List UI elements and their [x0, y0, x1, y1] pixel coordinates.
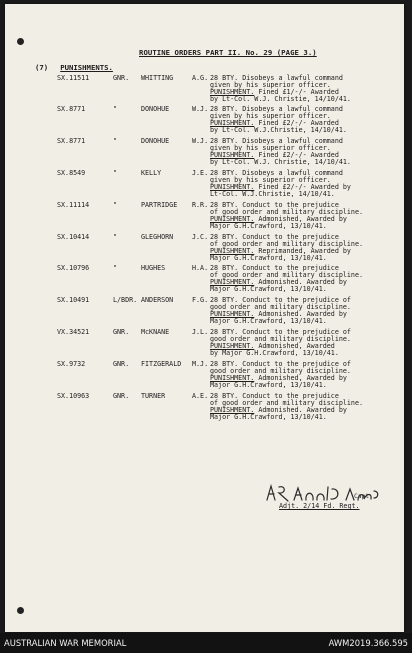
punch-hole: [17, 38, 24, 45]
offence-line: 28 BTY. Conduct to the prejudice: [210, 233, 339, 241]
surname: WHITTING: [141, 74, 174, 82]
punishment-keyword: PUNISHMENT.: [210, 309, 255, 318]
service-number: SX.10491: [57, 296, 90, 304]
rank: GNR.: [113, 392, 130, 400]
rank: L/BDR.: [113, 296, 138, 304]
offence-line: of good order and military discipline.: [210, 398, 363, 407]
footer-bar: [0, 633, 412, 653]
surname: McKNANE: [141, 328, 170, 336]
surname: ANDERSON: [141, 296, 174, 304]
offence-line: 28 BTY. Conduct to the prejudice of: [210, 296, 351, 304]
offence-text: [210, 297, 398, 325]
rank: ": [113, 233, 118, 241]
offence-text: [210, 361, 398, 389]
offence-line: 28 BTY. Conduct to the prejudice: [210, 264, 339, 272]
service-number: SX.10963: [57, 392, 90, 400]
punishment-keyword: PUNISHMENT.: [210, 214, 255, 223]
offence-text: [210, 202, 398, 230]
rank: ": [113, 137, 118, 145]
initials: W.J.: [192, 105, 209, 113]
offence-line: by Major G.H.Crawford, 13/10/41.: [210, 348, 339, 357]
offence-line: by Lt-Col. W.J.Christie, 14/10/41.: [210, 125, 347, 134]
offence-line: Lt-Col. W.J.Christie, 14/10/41.: [210, 189, 335, 198]
offence-text: [210, 393, 398, 421]
offence-line: 28 BTY. Conduct to the prejudice of: [210, 360, 351, 368]
offence-line: of good order and military discipline.: [210, 207, 363, 216]
offence-line: of good order and military discipline.: [210, 270, 363, 279]
rank: ": [113, 105, 118, 113]
offence-line: given by his superior officer.: [210, 80, 331, 89]
offence-line: PUNISHMENT. Fined £2/-/- Awarded by: [210, 182, 351, 191]
punishment-keyword: PUNISHMENT.: [210, 87, 255, 96]
offence-line: good order and military discipline.: [210, 334, 351, 343]
offence-line: PUNISHMENT. Admonished. Awarded by: [210, 277, 347, 286]
offence-line: 28 BTY. Conduct to the prejudice: [210, 201, 339, 209]
surname: DONOHUE: [141, 137, 170, 145]
offence-line: PUNISHMENT. Admonished, Awarded by: [210, 373, 347, 382]
offence-line: PUNISHMENT. Reprimanded, Awarded by: [210, 246, 351, 255]
service-number: SX.9732: [57, 360, 86, 368]
initials: A.G.: [192, 74, 209, 82]
punishment-keyword: PUNISHMENT.: [210, 150, 255, 159]
offence-line: 28 BTY. Conduct to the prejudice of: [210, 328, 351, 336]
punishment-keyword: PUNISHMENT.: [210, 246, 255, 255]
signature-rank: Capt.: [354, 493, 373, 500]
offence-line: PUNISHMENT. Admonished, Awarded by: [210, 214, 347, 223]
offence-line: Major G.H.Crawford, 13/10/41.: [210, 412, 327, 421]
surname: FITZGERALD: [141, 360, 182, 368]
initials: A.E.: [192, 392, 209, 400]
offence-text: [210, 265, 398, 293]
punishment-keyword: PUNISHMENT.: [210, 118, 255, 127]
surname: DONOHUE: [141, 105, 170, 113]
offence-line: Major G.H.Crawford, 13/10/41.: [210, 284, 327, 293]
offence-line: good order and military discipline.: [210, 302, 351, 311]
offence-line: by Lt-Col. W.J. Christie, 14/10/41.: [210, 157, 351, 166]
service-number: SX.8771: [57, 137, 86, 145]
surname: HUGHES: [141, 264, 166, 272]
rank: GNR.: [113, 360, 130, 368]
rank: ": [113, 264, 118, 272]
initials: W.J.: [192, 137, 209, 145]
offence-line: Major G.H.Crawford, 13/10/41.: [210, 380, 327, 389]
offence-line: given by his superior officer.: [210, 175, 331, 184]
footer-accession-number: AWM2019.366.595: [328, 638, 408, 648]
offence-text: [210, 75, 398, 103]
document-page: [5, 4, 404, 632]
initials: M.J.: [192, 360, 209, 368]
offence-text: [210, 106, 398, 134]
service-number: VX.34521: [57, 328, 90, 336]
offence-line: Major G.H.Crawford, 13/10/41.: [210, 253, 327, 262]
offence-text: [210, 234, 398, 262]
punishment-keyword: PUNISHMENT.: [210, 373, 255, 382]
service-number: SX.10414: [57, 233, 90, 241]
page-title: ROUTINE ORDERS PART II. No. 29 (PAGE 3.): [139, 48, 317, 57]
offence-line: PUNISHMENT. Admonished. Awarded by: [210, 405, 347, 414]
punishment-keyword: PUNISHMENT.: [210, 341, 255, 350]
punishment-keyword: PUNISHMENT.: [210, 277, 255, 286]
service-number: SX.10796: [57, 264, 90, 272]
offence-line: PUNISHMENT. Fined £2/-/- Awarded: [210, 118, 339, 127]
initials: J.C.: [192, 233, 209, 241]
offence-line: Major G.H.Crawford, 13/10/41.: [210, 221, 327, 230]
offence-line: 28 BTY. Conduct to the prejudice: [210, 392, 339, 400]
service-number: SX.8771: [57, 105, 86, 113]
initials: F.G.: [192, 296, 209, 304]
rank: ": [113, 169, 118, 177]
rank: GNR.: [113, 328, 130, 336]
punishment-keyword: PUNISHMENT.: [210, 182, 255, 191]
surname: PARTRIDGE: [141, 201, 178, 209]
section-heading: [35, 63, 113, 72]
offence-line: PUNISHMENT. Fined £2/-/- Awarded: [210, 150, 339, 159]
offence-line: Major G.H.Crawford, 13/10/41.: [210, 316, 327, 325]
signature-title: Adjt. 2/14 Fd. Regt.: [279, 502, 360, 510]
offence-line: of good order and military discipline.: [210, 239, 363, 248]
section-title: PUNISHMENTS.: [60, 63, 113, 72]
punch-hole: [17, 607, 24, 614]
section-number: (7): [35, 63, 49, 72]
surname: GLEGHORN: [141, 233, 174, 241]
surname: TURNER: [141, 392, 166, 400]
offence-line: PUNISHMENT. Admonished, Awarded: [210, 341, 335, 350]
initials: R.R.: [192, 201, 209, 209]
initials: J.L.: [192, 328, 209, 336]
offence-line: 28 BTY. Disobeys a lawful command: [210, 137, 343, 145]
punishment-keyword: PUNISHMENT.: [210, 405, 255, 414]
offence-line: by Lt-Col. W.J. Christie, 14/10/41.: [210, 94, 351, 103]
offence-text: [210, 329, 398, 357]
initials: J.E.: [192, 169, 209, 177]
service-number: SX.11511: [57, 74, 90, 82]
service-number: SX.11114: [57, 201, 90, 209]
offence-text: [210, 138, 398, 166]
rank: ": [113, 201, 118, 209]
offence-line: 28 BTY. Disobeys a lawful command: [210, 169, 343, 177]
offence-line: 28 BTY. Disobeys a lawful command: [210, 74, 343, 82]
surname: KELLY: [141, 169, 162, 177]
initials: H.A.: [192, 264, 209, 272]
offence-line: 28 BTY. Disobeys a lawful command: [210, 105, 343, 113]
offence-line: PUNISHMENT. Admonished. Awarded by: [210, 309, 347, 318]
offence-text: [210, 170, 398, 198]
service-number: SX.8549: [57, 169, 86, 177]
rank: GNR.: [113, 74, 130, 82]
offence-line: given by his superior officer.: [210, 143, 331, 152]
offence-line: PUNISHMENT. Fined £1/-/- Awarded: [210, 87, 339, 96]
footer-credit: AUSTRALIAN WAR MEMORIAL: [4, 638, 127, 648]
offence-line: good order and military discipline.: [210, 366, 351, 375]
offence-line: given by his superior officer.: [210, 111, 331, 120]
